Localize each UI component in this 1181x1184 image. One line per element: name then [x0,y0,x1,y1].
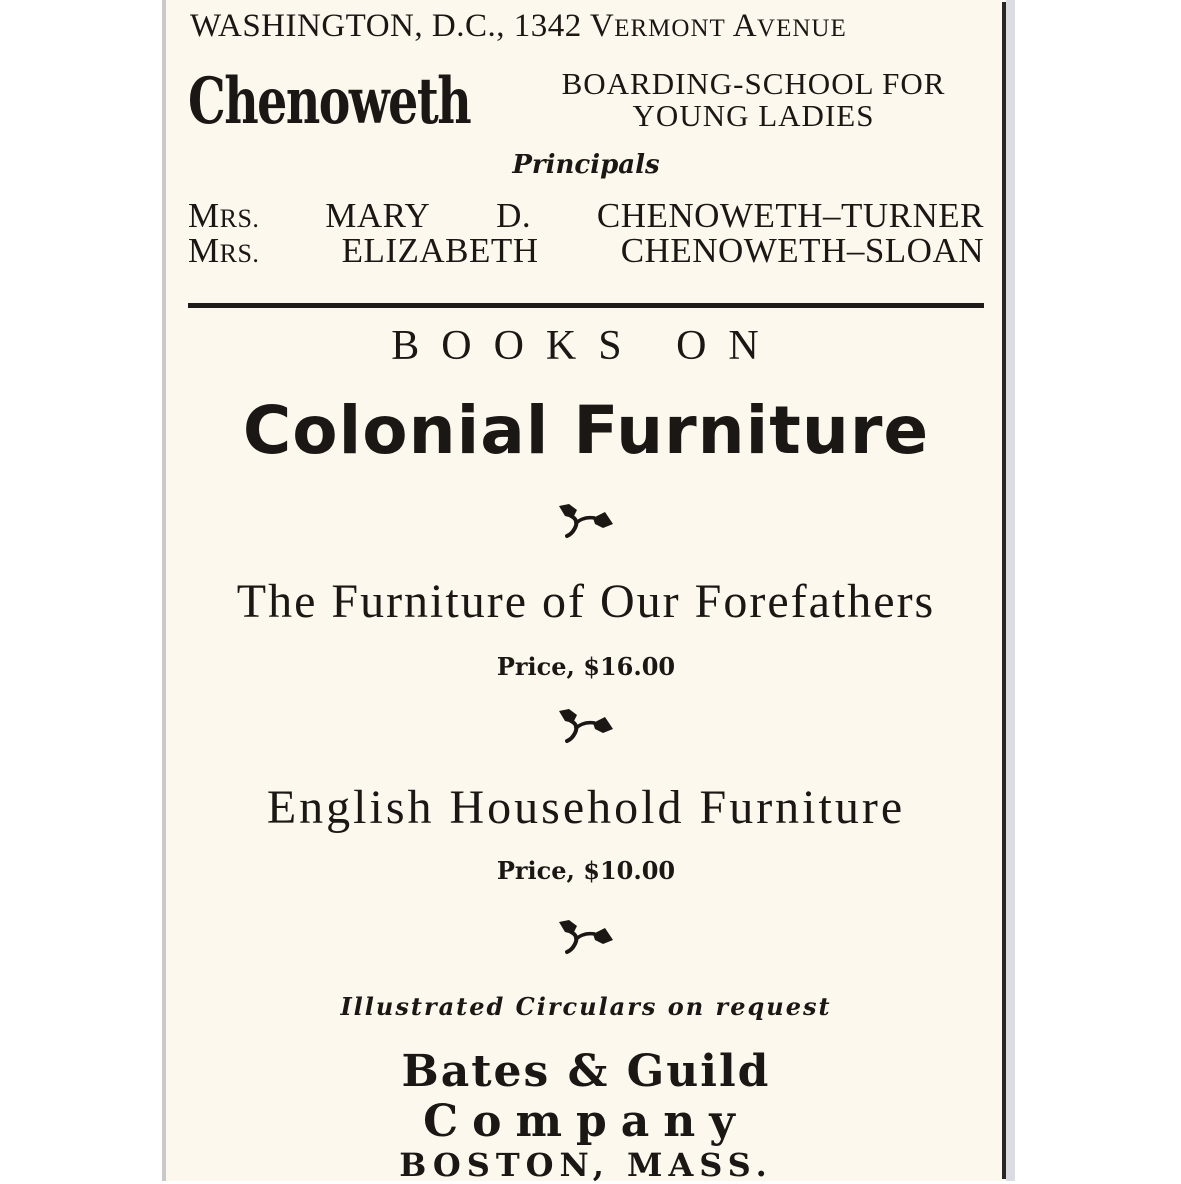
publisher-company: Company [423,1096,749,1147]
publisher-name: Bates & Guild [401,1046,771,1097]
school-line-2: YOUNG LADIES [632,98,875,133]
books-on-kicker: BOOKS ON [391,323,781,369]
principals-label: Principals [512,150,660,180]
address-smallcaps-2: VENUE [757,15,847,42]
address-smallcaps: ERMONT [614,15,726,42]
principal-first-name: MARY [325,196,431,235]
school-description [521,68,986,132]
principal-initial: D. [496,196,532,235]
book-title: English Household Furniture [266,781,906,834]
principal-row [188,231,984,271]
leaf-sprig-icon [555,502,617,544]
school-address [190,8,847,45]
principal-title [188,231,259,271]
school-name-blackletter: Chenoweth [188,64,471,139]
address-text: WASHINGTON, D.C., 1342 V [190,8,615,44]
leaf-sprig-icon [555,918,617,960]
book-price: Price, $10.00 [496,856,676,885]
title-rest: RS. [219,204,260,233]
leaf-sprig-icon [555,707,617,749]
book-title: The Furniture of Our Forefathers [236,575,936,628]
title-initial: M [188,231,220,270]
school-line-1: BOARDING-SCHOOL FOR [561,66,946,101]
publisher-city: BOSTON, MASS. [399,1146,773,1184]
circulars-note: Illustrated Circulars on request [340,992,832,1021]
principal-first-name: ELIZABETH [341,231,539,270]
principal-title [188,196,259,236]
advertisement-page [166,0,1015,1184]
book-price: Price, $16.00 [496,652,676,681]
page-edge [1006,0,1015,1181]
title-initial: M [188,196,220,235]
headline: Colonial Furniture [242,392,930,469]
principal-surname: CHENOWETH–TURNER [596,196,984,235]
title-rest: RS. [219,239,260,268]
principal-row [188,196,984,236]
address-text-mid: A [725,8,758,44]
principal-surname: CHENOWETH–SLOAN [620,231,984,270]
horizontal-divider [188,303,984,308]
